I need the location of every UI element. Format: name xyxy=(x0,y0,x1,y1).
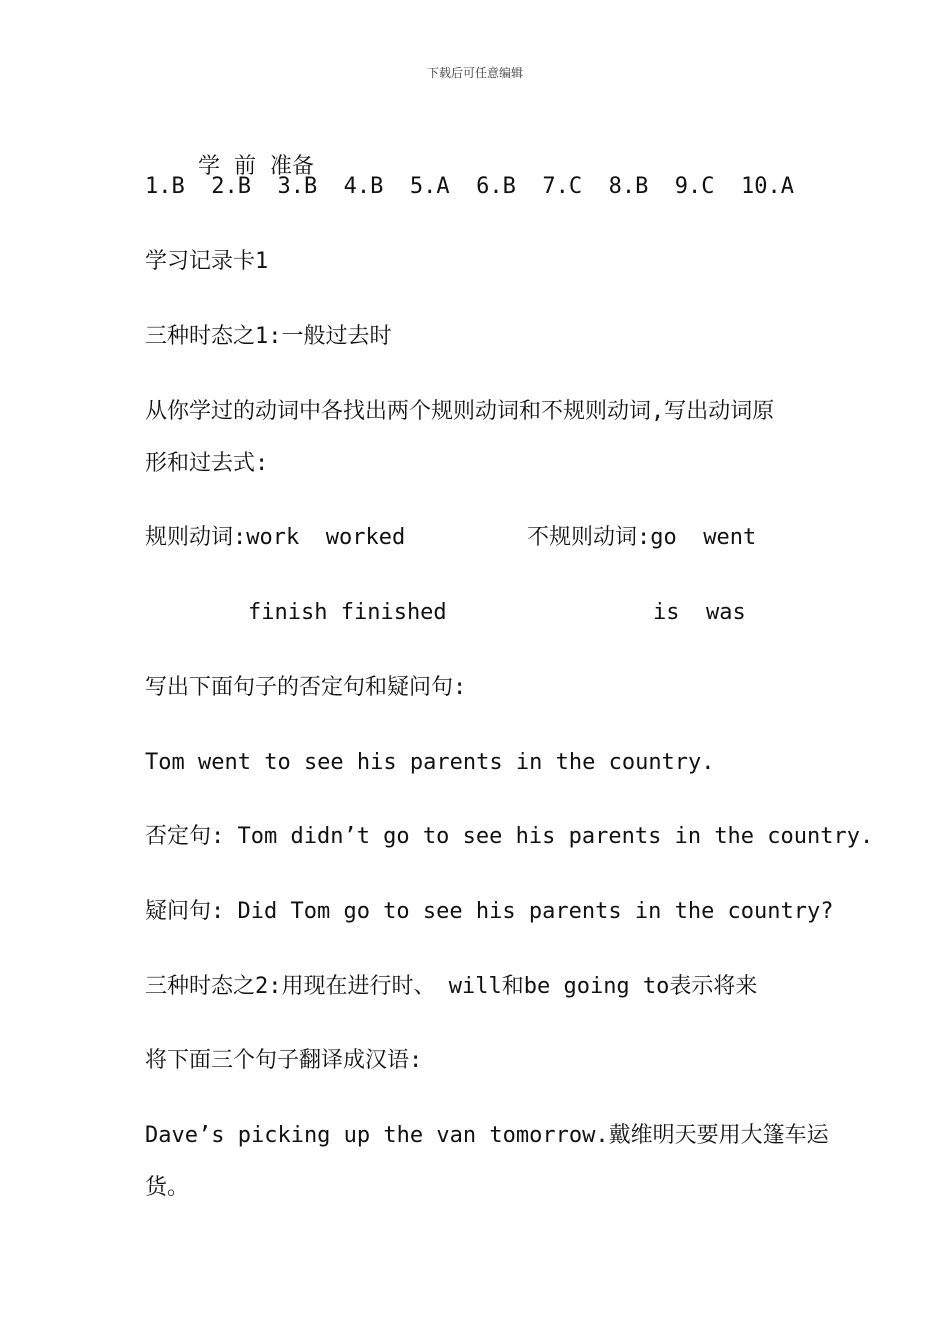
translation-line1: Dave’s picking up the van tomorrow.戴维明天要用大篷车运 xyxy=(145,1123,829,1148)
regular-verbs-row1: 规则动词:work worked xyxy=(145,525,406,550)
card-title: 学习记录卡1 xyxy=(145,249,269,274)
negative-sentence: 否定句: Tom didn’t go to see his parents in the country. xyxy=(145,824,874,849)
section-title-char-2: 前 xyxy=(234,154,257,179)
section-title-char-1: 学 xyxy=(197,154,220,179)
translation-line2: 货。 xyxy=(145,1175,190,1200)
instruction1-line1: 从你学过的动词中各找出两个规则动词和不规则动词,写出动词原 xyxy=(145,399,775,424)
tense2-title: 三种时态之2:用现在进行时、 will和be going to表示将来 xyxy=(145,974,758,999)
question-sentence: 疑问句: Did Tom go to see his parents in the country? xyxy=(145,899,834,924)
page-header: 下载后可任意编辑 xyxy=(426,66,523,80)
example-sentence: Tom went to see his parents in the country. xyxy=(145,750,715,775)
tense1-title: 三种时态之1:一般过去时 xyxy=(145,324,392,349)
irregular-verbs-row2: is was xyxy=(653,600,746,625)
irregular-verbs-row1: 不规则动词:go went xyxy=(527,525,757,550)
instruction1-line2: 形和过去式: xyxy=(145,451,269,476)
answer-key: 1.B 2.B 3.B 4.B 5.A 6.B 7.C 8.B 9.C 10.A xyxy=(145,174,795,199)
instruction2: 写出下面句子的否定句和疑问句: xyxy=(145,675,467,700)
instruction3: 将下面三个句子翻译成汉语: xyxy=(145,1048,423,1073)
regular-verbs-row2: finish finished xyxy=(248,600,447,625)
section-title-char-3: 准备 xyxy=(270,154,315,179)
